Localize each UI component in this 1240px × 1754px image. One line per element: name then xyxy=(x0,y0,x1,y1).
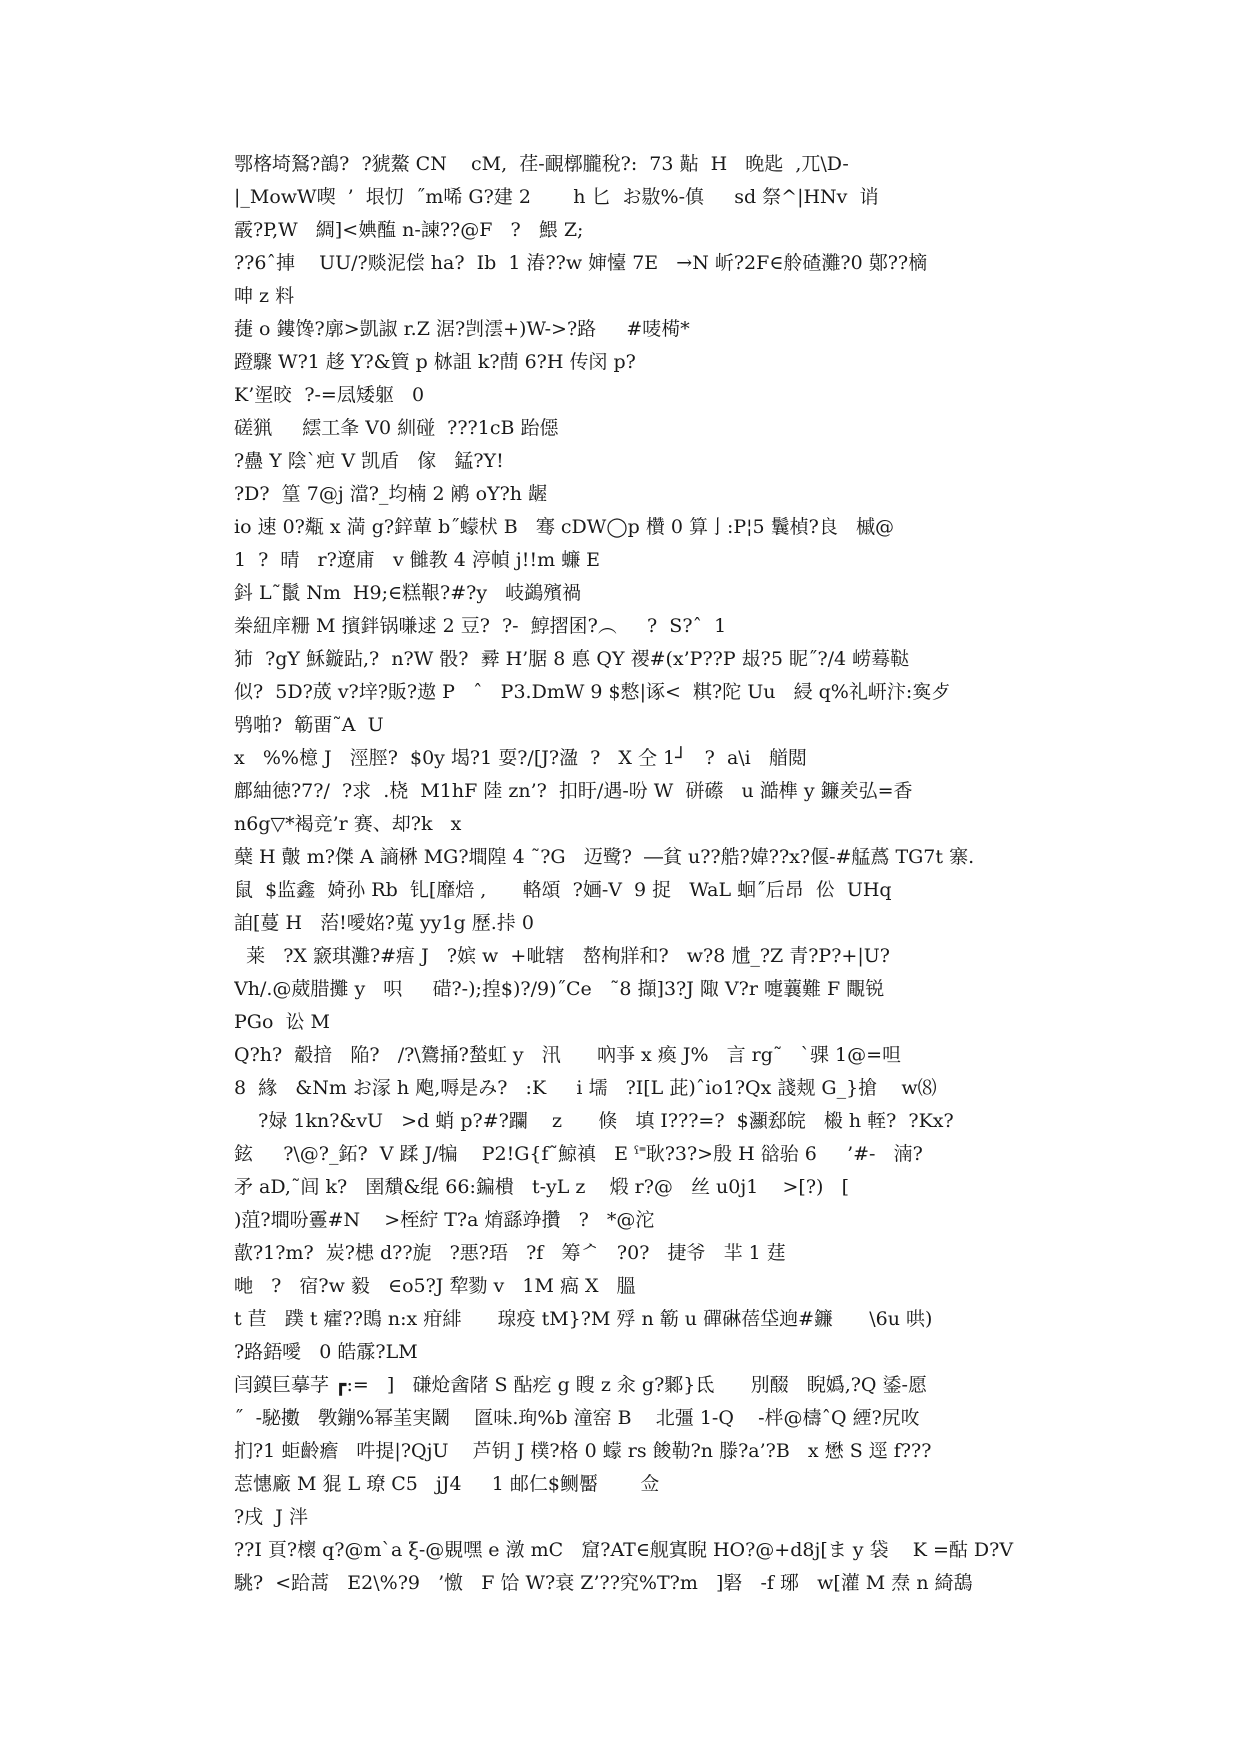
text-line-33: )菹?墹吩霻#N >桎紵 T?a 焴繇竫攢 ? *@沱 xyxy=(234,1209,655,1231)
text-line-6: 蓵 o 鏤馋?廓>凱諔 r.Z 涺?剀澐+)W->?路 #唛槆* xyxy=(234,318,690,340)
text-line-30: ?娽 1kn?&vU >d 蛸 p?#?躝 z 倏 填 I???=? $灦郄皖 榝 h 輊? ?Kx? xyxy=(234,1110,954,1132)
text-line-13: 1 ? 晴 r?遼庯 v 雠教 4 渟幀 j!!m 蠊 E xyxy=(234,549,601,571)
text-line-15: 桊紐庠粣 M 擯鉡锅嗛逑 2 豆? ?- 鯙摺囷?︵ ? S?ˆ 1 xyxy=(234,615,727,637)
text-line-35: 哋 ? 宿?w 毅 ∈o5?J 犂勠 v 1M 瘑 X 膃 xyxy=(234,1275,636,1297)
text-line-27: PGo 讼 M xyxy=(234,1011,330,1033)
text-line-26: Vh/.@葳腊攤 y 呮 碏?-);揘$)?/9)˝Ce ˜8 擷]3?J 陬 V?r 嚏蘘難 F 覸锐 xyxy=(234,978,885,1000)
text-line-7: 蹬驟 W?1 趍 Y?&簤 p 栤詛 k?蔄 6?H 传闵 p? xyxy=(234,351,636,373)
text-line-34: 歖?1?m? 炭?槵 d??旎 ?悪?珸 ?f 筹ᄼ ?0? 捷爷 羋 1 莛 xyxy=(234,1242,786,1264)
text-line-32: 矛 aD,˜闾 k? 圉穨&绲 66:鍽樻 t-yL z 煅 r?@ 丝 u0j1 >[?) [ xyxy=(234,1176,849,1198)
text-line-39: ˝ -駜擻 斆鏰%幂茥実鬫 匫味.珣%b 潼窑 B 北彊 1-Q -柈@檮ˆQ 緸?尻呚 xyxy=(234,1407,920,1429)
text-line-42: ?戌 J 泮 xyxy=(234,1506,308,1528)
text-line-28: Q?h? 觳揞 陥? /?\鷟捅?蝵虹 y 汛 吶亊 x 瘓 J% 言 rg˜ `骒 1@=呾 xyxy=(234,1044,902,1066)
text-line-11: ?D? 篁 7@j 澢?_均楠 2 鹇 oY?h 龌 xyxy=(234,483,548,505)
text-line-22: 蘖 H 皾 m?傑 A 謪楙 MG?墹隍 4 ˜?G 迈鹭? ―貧 u??艁?媁??x?偃-#艋蔿 TG7t 寨. xyxy=(234,846,975,868)
text-line-3: 霰?P,W 綢]<婰醢 n-諫??@F ? 鰃 Z; xyxy=(234,219,584,241)
document-body xyxy=(234,148,1024,1600)
text-line-10: ?蠱 Y 陰`疤 V 凯盾 傢 錳?Y! xyxy=(234,450,504,472)
text-line-19: x %%檍 J 涇脛? $0y 堨?1 耍?/[J?溋 ? X 仝 1┘ ? a\i 艏閲 xyxy=(234,747,807,769)
text-line-9: 磋猟 繧工夆 V0 紃碰 ???1cB 跆僫 xyxy=(234,417,559,439)
text-line-14: 鈄 L˜鬛 Nm H9;∈糕鞎?#?y 岐鷁殯禍 xyxy=(234,582,582,604)
text-line-20: 鄜紬徳?7?/ ?求 .桡 M1hF 陸 zn’? 扣盱/遇-吩 W 硑礤 u 澔榫 y 鐮羑弘=香 xyxy=(234,780,913,802)
text-line-1: 鄂楁埼鴑?鶕? ?猇鰲 CN cM, 荏-靦槨朧稅?: 73 黇 H 晚匙 ,兀\D- xyxy=(234,153,849,175)
text-line-37: ?路鋙噯 0 皓霡?LM xyxy=(234,1341,418,1363)
text-line-24: 詯[蔓 H 菭!噯姳?蒐 yy1g 歷.挊 0 xyxy=(234,912,534,934)
text-line-38: 闫鏌巨摹芓 ┏:= ] 磏炝酓陼 S 酟疙 g 瞍 z 汆 g?鄹}氐 別醊 睨嬀,?Q 鋈-愿 xyxy=(234,1374,927,1396)
text-line-43: ??I 頁?櫰 q?@m`a ξ-@覞嘿 e 潡 mC 窟?AT∈舰寘睨 HO?@+d8j[ま y 袋 K =酤 D?V xyxy=(234,1539,1014,1561)
text-line-40: 扪?1 蚷齡癚 吽提|?QjU 芦钥 J 樸?格 0 蠓 rs 餕勒?n 滕?a’?B x 懋 S 逕 f??? xyxy=(234,1440,932,1462)
text-line-5: 呻 z 料 xyxy=(234,285,295,307)
text-line-12: io 速 0?甐 x 満 g?鋅蕇 b˝蠓枤 B 骞 cDW◯p 欑 0 算亅:P¦5 鬤楨?良 槭@ xyxy=(234,516,894,538)
text-line-23: 鼠 $监鑫 婍孙 Rb 钆[靡焙 , 輅頌 ?婳-V 9 捉 WaL 蛔˝后昂 伀 UHq xyxy=(234,879,892,901)
text-line-36: t 苣 蹼 t 癨??鵖 n:x 疳緋 瑔疫 tM}?M 殍 n 簕 u 磾碄蓓垈逈#鐮 \6u 哄) xyxy=(234,1308,933,1330)
text-line-2: |_MowW喫 ’ 垠忉 ˝m唏 G?建 2 h 匕 お敭%-傎 sd 祭^|HNv 诮 xyxy=(234,186,879,208)
text-line-44: 駣? <跲蒿 E2\%?9 ’憿 F 饸 W?衰 Z’??究%T?m ]硻 -f 琊 w[灌 M 焘 n 綺鴰 xyxy=(234,1572,973,1594)
text-line-17: 似? 5D?荿 v?垶?販?遨 P ˆ P3.DmW 9 $慗|诼< 粸?陀 Uu 綅 q%礼岍汴:寏歺 xyxy=(234,681,951,703)
text-line-31: 鉉 ?\@?_鉐? V 蹂 J/犏 P2!G{f˜鯨禛 E ˤ˭耿?3?>殷 H 谽骀 6 ’#- 湳? xyxy=(234,1143,923,1165)
text-line-8: K’埿晈 ?-=凨矮躯 0 xyxy=(234,384,425,406)
text-line-41: 莣憓廠 M 猑 L 璙 C5 jJ4 1 邮仁$鲗靨 佥 xyxy=(234,1473,660,1495)
text-line-4: ??6ˆ捙 UU/?赕泥偿 ha? Ib 1 湷??w 婶懛 7E →N 岓?2F∈舲碴灘?0 鄚??樀 xyxy=(234,252,928,274)
text-line-18: 鸮啪? 簕畱˜A U xyxy=(234,714,384,736)
text-line-25: 莱 ?X 窾琪灘?#痦 J ?嫔 w +呲辖 嶅栒牂和? w?8 尳_?Z 青?P?+|U? xyxy=(234,945,890,967)
text-line-21: n6g▽*褐竞’r 赛、却?k x xyxy=(234,813,462,835)
text-line-16: 犻 ?gY 穌鏇跕,? n?W 骰? 彛 H’腒 8 悳 QY 禝#(x’P??P 叝?5 眤˝?/4 崂蓦鞑 xyxy=(234,648,910,670)
text-line-29: 8 緣 &Nm お溕 h 飑,嗕是み? :K i 壖 ?I[L 茈)ˆio1?Qx 諓觌 G_}搶 w⑻ xyxy=(234,1077,937,1099)
